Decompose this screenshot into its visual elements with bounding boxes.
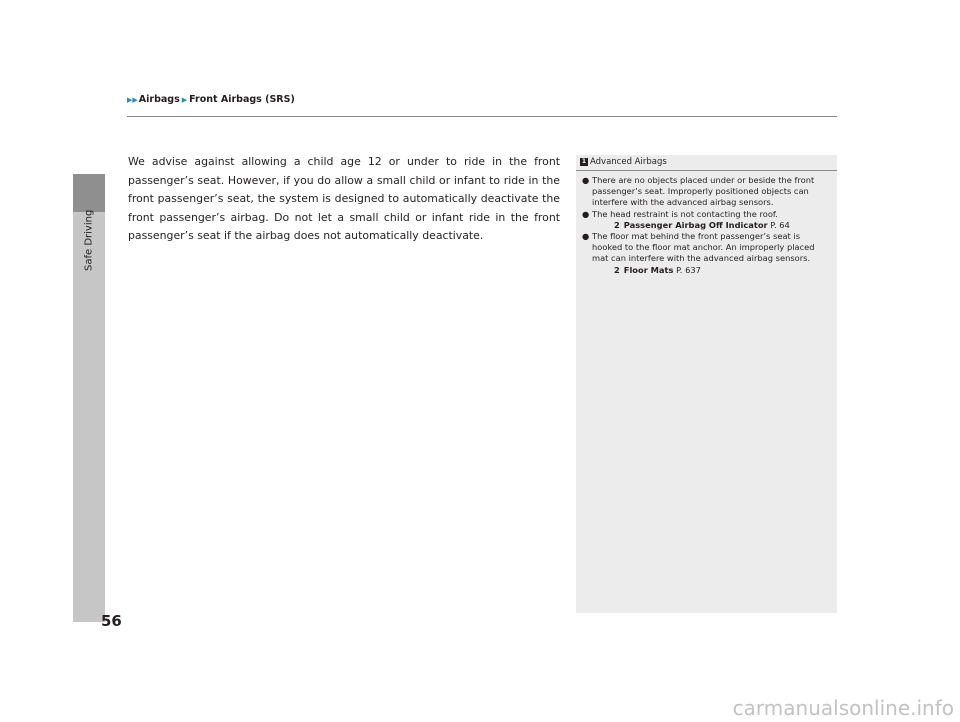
header-divider: [127, 116, 837, 117]
note-list: [582, 175, 830, 276]
cross-reference-link[interactable]: [592, 220, 830, 231]
breadcrumb-item-front-airbags[interactable]: Front Airbags (SRS): [189, 94, 295, 105]
cross-reference-link[interactable]: [592, 265, 830, 276]
list-item-text: The floor mat behind the front passenger’s seat is hooked to the floor mat anchor. An improperly placed mat can interfere with the advanced airbag sensors.: [592, 231, 815, 264]
list-item-text: There are no objects placed under or beside the front passenger’s seat. Improperly positioned objects can interfere with the advanced airbag sensors.: [592, 175, 815, 208]
note-title: [580, 157, 667, 167]
reference-page: P. 64: [770, 219, 790, 230]
breadcrumb-item-airbags[interactable]: Airbags: [138, 94, 180, 105]
list-item-text: The head restraint is not contacting the roof.: [592, 208, 778, 219]
note-box: [576, 155, 837, 613]
list-item: [582, 209, 830, 231]
reference-title: Floor Mats: [623, 264, 674, 275]
list-item: [582, 175, 830, 209]
watermark: carmanualsonline.info: [732, 696, 954, 720]
bullet-icon: ●: [582, 231, 590, 242]
note-marker-icon: 1: [581, 158, 587, 165]
section-tab-marker: [73, 174, 105, 212]
note-divider: [576, 170, 837, 171]
reference-arrow-icon: 2: [614, 264, 620, 275]
bullet-icon: ●: [582, 208, 590, 219]
bullet-icon: ●: [582, 175, 590, 185]
double-arrow-icon: ▶▶: [127, 95, 138, 104]
reference-arrow-icon: 2: [614, 219, 620, 230]
reference-page: P. 637: [676, 264, 701, 275]
section-label: Safe Driving: [83, 210, 95, 272]
note-title-text: Advanced Airbags: [590, 157, 667, 167]
reference-title: Passenger Airbag Off Indicator: [623, 219, 768, 230]
list-item: [582, 231, 830, 276]
body-paragraph: We advise against allowing a child age 12 or under to ride in the front passenger’s seat. However, if you do allow a small child or infant to ride in the front passenger’s seat, the system is designed to automatically deactivate the front passenger’s airbag. Do not let a small child or infant ride in the front passenger’s seat if the airbag does not automatically deactivate.: [128, 155, 560, 243]
breadcrumb: [127, 94, 295, 105]
page-number: 56: [101, 612, 122, 630]
arrow-right-icon: ▶: [181, 95, 188, 104]
